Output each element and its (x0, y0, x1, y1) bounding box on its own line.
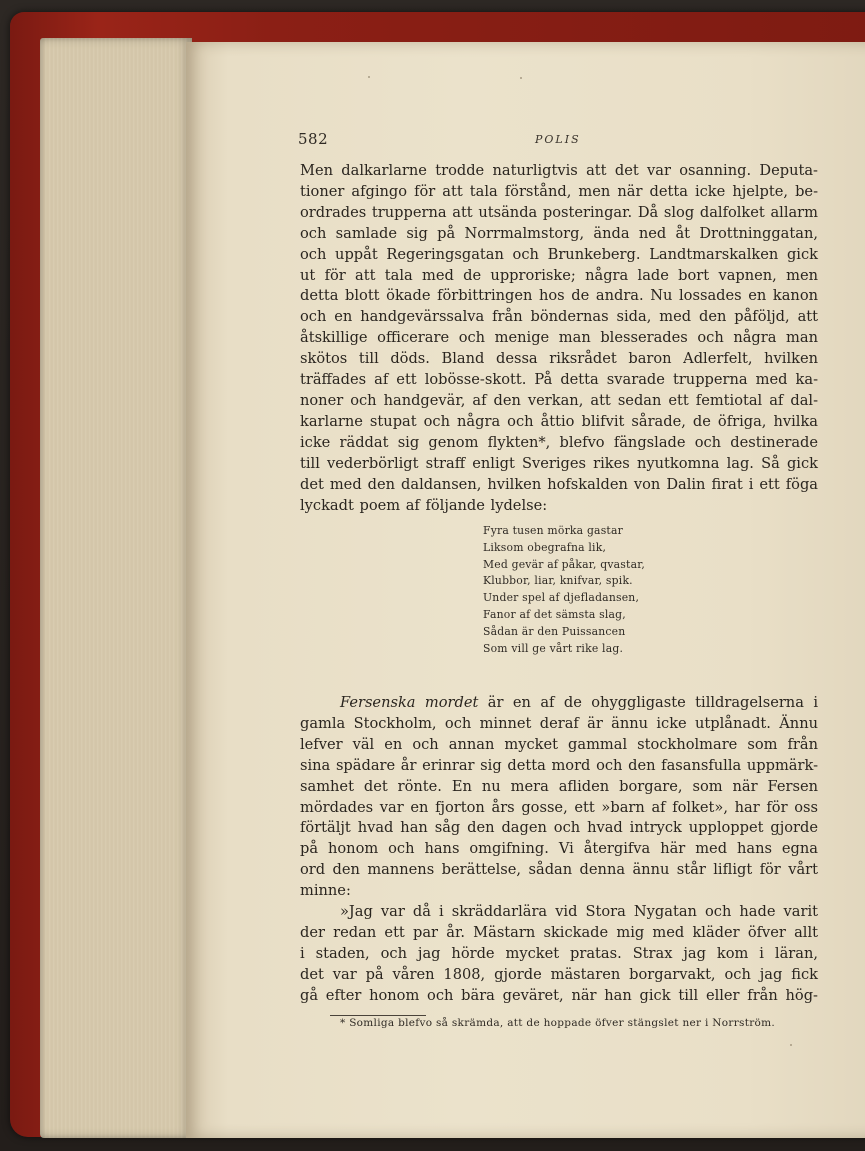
text-line: karlarne stupat och några och åttio blifvit sårade, de öfriga, hvilka (300, 412, 818, 430)
text-line: mördades var en fjorton års gosse, ett »barn af folket», har för oss (300, 798, 818, 816)
text-line: icke räddat sig genom flykten*, blefvo fängslade och destinerade (300, 433, 818, 451)
text-line: minne: (300, 882, 351, 900)
text-line: till vederbörligt straff enligt Sveriges rikes nyutkomna lag. Så gick (300, 454, 818, 472)
text-line: »Jag var då i skräddarlära vid Stora Nygatan och hade varit (340, 903, 818, 921)
text-line: åtskillige officerare och menige man blesserades och några man (300, 329, 818, 347)
text-line: samhet det rönte. En nu mera afliden borgare, som när Fersen (300, 777, 818, 795)
text-line: skötos till döds. Bland dessa riksrådet baron Adlerfelt, hvilken (300, 350, 818, 368)
paper-speck (790, 1044, 792, 1046)
page-number: 582 (298, 130, 329, 148)
paper-speck (368, 76, 370, 78)
poem-line: Sådan är den Puissancen (483, 624, 626, 638)
text-line: träffades af ett lobösse-skott. På detta svarade trupperna med ka- (300, 371, 818, 389)
text-line: sina spädare år erinrar sig detta mord och den fasansfulla uppmärk- (300, 756, 818, 774)
paragraph-2-and-3 (300, 693, 818, 1007)
text-line: ordrades trupperna att utsända posteringar. Då slog dalfolket allarm (300, 203, 818, 221)
poem-line: Under spel af djefladansen, (483, 591, 640, 605)
text-line: på honom och hans omgifning. Vi återgifva här med hans egna (300, 840, 818, 858)
text-line: ord den mannens berättelse, sådan denna ännu står lifligt för vårt (300, 861, 818, 879)
poem-line: Fanor af det sämsta slag, (483, 607, 626, 621)
page-edges (40, 38, 192, 1138)
text-line: noner och handgevär, af den verkan, att sedan ett femtiotal af dal- (300, 391, 818, 409)
text-fragment: är en af de ohyggligaste tilldragelserna i (478, 694, 818, 711)
footnote-rule (330, 1015, 426, 1016)
text-line: och uppåt Regeringsgatan och Brunkeberg. Landtmarskalken gick (300, 245, 818, 263)
poem-line: Klubbor, liar, knifvar, spik. (483, 574, 633, 588)
text-line: det med den daldansen, hvilken hofskalden von Dalin firat i ett föga (300, 475, 818, 493)
poem-line: Som vill ge vårt rike lag. (483, 641, 624, 655)
poem-line: Fyra tusen mörka gastar (483, 524, 623, 537)
text-line: der redan ett par år. Mästarn skickade mig med kläder öfver allt (300, 923, 818, 941)
text-line: i staden, och jag hörde mycket pratas. Strax jag kom i läran, (300, 944, 818, 962)
text-line: lefver väl en och annan mycket gammal stockholmare som från (300, 735, 818, 753)
footnote: * Somliga blefvo så skrämda, att de hoppade öfver stängslet ner i Norrström. (340, 1017, 776, 1029)
text-line: och samlade sig på Norrmalmstorg, ända ned åt Drottninggatan, (300, 224, 818, 242)
text-line: och en handgevärssalva från böndernas sida, med den påföljd, att (300, 308, 818, 326)
text-line: ut för att tala med de upproriske; några lade bort vapnen, men (300, 266, 818, 284)
paper-speck (520, 77, 522, 79)
text-line: tioner afgingo för att tala förstånd, men när detta icke hjelpte, be- (300, 182, 818, 200)
paragraph-1 (300, 161, 818, 516)
running-head: POLIS (535, 133, 581, 146)
text-line: Men dalkarlarne trodde naturligtvis att det var osanning. Deputa- (300, 162, 818, 179)
poem-line: Med gevär af påkar, qvastar, (483, 557, 646, 571)
poem-stanza (483, 523, 645, 657)
text-line: gamla Stockholm, och minnet deraf är ännu icke utplånadt. Ännu (300, 714, 818, 732)
text-line: det var på våren 1808, gjorde mästaren borgarvakt, och jag fick (300, 965, 818, 983)
text-line: förtäljt hvad han såg den dagen och hvad intryck upploppet gjorde (300, 819, 818, 837)
section-lead-italic: Fersenska mordet (340, 694, 479, 711)
text-line: lyckadt poem af följande lydelse: (300, 496, 548, 514)
text-line: detta blott ökade förbittringen hos de andra. Nu lossades en kanon (300, 287, 818, 305)
poem-line: Liksom obegrafna lik, (483, 540, 607, 554)
text-line (300, 693, 818, 714)
text-line: gå efter honom och bära geväret, när han gick till eller från hög- (300, 986, 818, 1004)
